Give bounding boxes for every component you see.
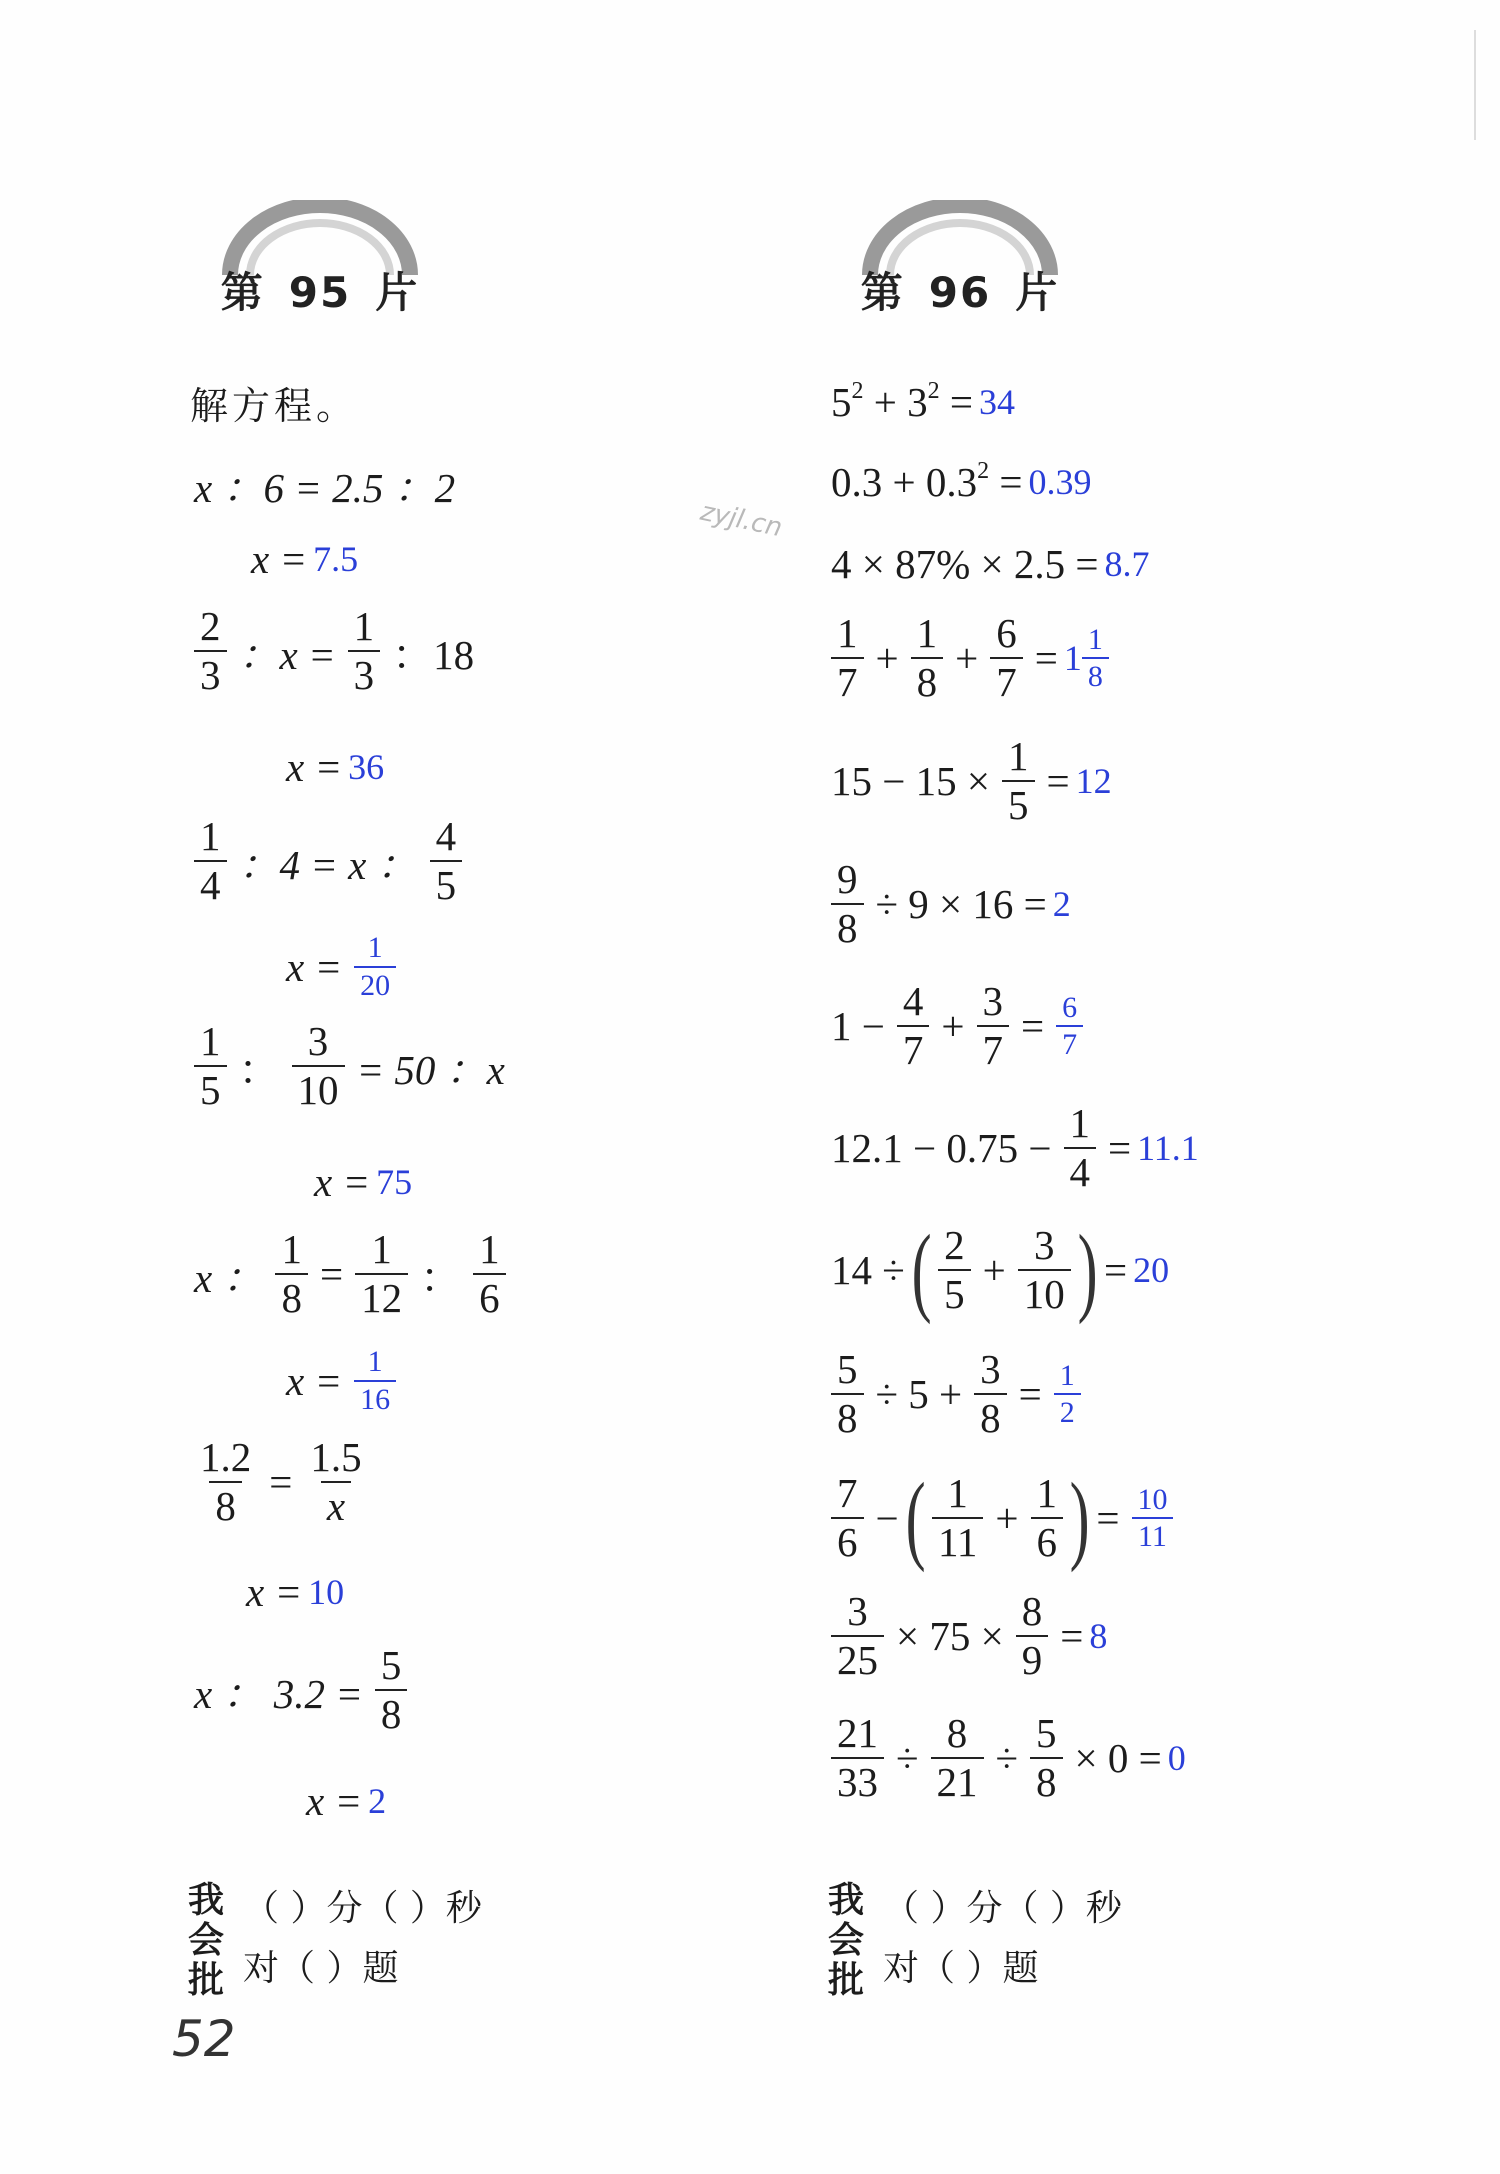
operator: + (955, 635, 979, 682)
right-paren: ) (1069, 1462, 1090, 1573)
header-suffix: 片 (1015, 268, 1060, 317)
fraction: $\frac{1}{4}$ (194, 815, 227, 907)
answer-1 (245, 535, 358, 583)
fraction: $\frac{2}{5}$ (938, 1224, 971, 1316)
operator: + (995, 1495, 1019, 1541)
answer-value: 20 (1133, 1250, 1170, 1290)
operator: ÷ (995, 1735, 1019, 1782)
time-record: （ ）分（ ）秒 (883, 1888, 1122, 1929)
answer-fraction: $\frac{1}{16}$ (354, 1346, 396, 1415)
left-paren: ( (905, 1462, 926, 1573)
equation-text: ：4 = x ： (238, 841, 418, 888)
equals-sign: = (1108, 1125, 1132, 1172)
answer-6 (240, 1568, 344, 1616)
header-number: 95 (288, 268, 352, 317)
expression: 14 ÷ (831, 1247, 905, 1293)
time-record: （ ）分（ ）秒 (243, 1888, 482, 1929)
equals-sign: = (1034, 635, 1058, 682)
fraction: $\frac{1.5}{x}$ (310, 1434, 362, 1530)
x-label: x = (251, 536, 308, 582)
answer-fraction: $\frac{6}{7}$ (1056, 992, 1083, 1061)
calc-3 (825, 540, 1150, 588)
equation-6 (188, 1436, 374, 1528)
answer-fraction: $\frac{10}{11}$ (1131, 1484, 1173, 1553)
equation-text: ： (238, 1046, 280, 1093)
term: 0.3 + 0.3 (831, 459, 978, 505)
fraction: $\frac{9}{8}$ (831, 858, 864, 950)
answer-5 (280, 1346, 402, 1415)
fraction: $\frac{1.2}{8}$ (200, 1434, 252, 1530)
answer-value: 2 (1052, 884, 1071, 925)
page-number: 52 (172, 2010, 236, 2068)
answer-value: 2 (368, 1781, 387, 1821)
fraction: $\frac{8}{21}$ (931, 1712, 984, 1804)
equation-text: = (269, 1459, 293, 1506)
operator: + (941, 1003, 965, 1050)
fraction: $\frac{1}{4}$ (1064, 1102, 1097, 1194)
answer-value: 36 (348, 747, 385, 787)
calc-7 (825, 980, 1089, 1072)
equation-5 (188, 1228, 512, 1320)
answer-3 (280, 932, 402, 1001)
header-suffix: 片 (375, 268, 420, 317)
exponent: 2 (851, 378, 864, 404)
fraction: $\frac{5}{8}$ (375, 1644, 408, 1736)
x-label: x = (286, 943, 343, 990)
expression: ÷ 9 × 16 = (875, 881, 1047, 928)
calc-2 (825, 458, 1092, 506)
watermark: zyjl.cn (697, 496, 785, 544)
operator: − (875, 1495, 899, 1541)
x-label: x = (246, 1569, 303, 1615)
fraction: $\frac{2}{3}$ (194, 605, 227, 697)
equation-2 (188, 605, 480, 697)
calc-9 (825, 1214, 1170, 1325)
term: + 3 (873, 379, 928, 425)
answer-value: 11.1 (1137, 1128, 1199, 1169)
fraction: $\frac{1}{12}$ (355, 1228, 408, 1320)
left-header-title (200, 260, 440, 320)
correct-count: 对（ ）题 (883, 1948, 1039, 1989)
answer-fraction: $\frac{1}{8}$ (1082, 624, 1109, 693)
expression: 1 − (831, 1003, 885, 1050)
grading-label: 我 会 批 (188, 1879, 225, 2001)
expression: × 0 = (1074, 1735, 1162, 1782)
fraction: $\frac{1}{6}$ (473, 1228, 506, 1320)
answer-value: 7.5 (313, 539, 359, 579)
expression: ÷ 5 + (875, 1371, 963, 1418)
equation-3 (188, 815, 468, 907)
x-label: x = (286, 1357, 343, 1404)
answer-value: 34 (979, 382, 1015, 422)
x-label: x = (306, 1778, 363, 1824)
fraction: $\frac{1}{3}$ (348, 605, 381, 697)
fraction: $\frac{1}{7}$ (831, 612, 864, 704)
equation-7 (188, 1644, 413, 1736)
expression: 4 × 87% × 2.5 = (831, 541, 1099, 587)
calc-13 (825, 1712, 1186, 1804)
calc-11 (825, 1462, 1179, 1573)
fraction: $\frac{5}{8}$ (1030, 1712, 1063, 1804)
fraction: $\frac{1}{5}$ (194, 1020, 227, 1112)
correct-count: 对（ ）题 (243, 1948, 399, 1989)
instruction-text (190, 375, 358, 430)
equation-text: ：18 (392, 631, 475, 678)
answer-2 (280, 743, 384, 791)
header-prefix: 第 (860, 268, 905, 317)
expression: 15 − 15 × (831, 758, 990, 805)
answer-value: 0.39 (1028, 462, 1092, 502)
fraction: $\frac{21}{33}$ (831, 1712, 884, 1804)
left-header-badge (200, 200, 440, 330)
fraction: $\frac{1}{11}$ (932, 1472, 983, 1564)
equals-sign: = (1060, 1613, 1084, 1660)
exponent: 2 (927, 378, 940, 404)
x-label: x = (286, 744, 343, 790)
fraction: $\frac{1}{6}$ (1031, 1472, 1064, 1564)
term: 5 (831, 379, 852, 425)
equation-text: = (319, 1251, 344, 1298)
calc-4 (825, 612, 1115, 704)
equals-sign: = (949, 379, 973, 425)
fraction: $\frac{3}{25}$ (831, 1590, 884, 1682)
calc-1 (825, 378, 1015, 426)
fraction: $\frac{4}{7}$ (897, 980, 930, 1072)
answer-4 (308, 1158, 412, 1206)
equals-sign: = (999, 459, 1023, 505)
instruction-label: 解方程。 (190, 384, 359, 428)
answer-value: 12 (1075, 761, 1112, 802)
answer-value: 0 (1167, 1738, 1186, 1779)
calc-6 (825, 858, 1071, 950)
fraction: $\frac{4}{5}$ (430, 815, 463, 907)
right-header-title (840, 260, 1080, 320)
equation-text: x ： 3.2 = (194, 1670, 363, 1717)
equation-text: = 50 ：x (356, 1046, 505, 1093)
answer-value: 75 (376, 1162, 413, 1202)
exponent: 2 (977, 458, 990, 484)
calc-5 (825, 735, 1112, 827)
operator: + (982, 1247, 1006, 1293)
answer-fraction: $\frac{1}{20}$ (354, 932, 396, 1001)
equals-sign: = (1096, 1495, 1120, 1541)
answer-fraction: $\frac{1}{2}$ (1054, 1360, 1081, 1429)
equals-sign: = (1104, 1247, 1128, 1293)
operator: + (875, 635, 899, 682)
fraction: $\frac{3}{8}$ (974, 1348, 1007, 1440)
equation-text: ： (420, 1254, 462, 1301)
header-prefix: 第 (220, 268, 265, 317)
expression: × 75 × (896, 1613, 1004, 1660)
equals-sign: = (1021, 1003, 1045, 1050)
fraction: $\frac{8}{9}$ (1016, 1590, 1049, 1682)
answer-whole: 1 (1063, 638, 1082, 679)
answer-value: 8.7 (1104, 544, 1150, 584)
fraction: $\frac{1}{5}$ (1002, 735, 1035, 827)
equation-4 (188, 1020, 511, 1112)
fraction: $\frac{3}{10}$ (292, 1020, 345, 1112)
right-paren: ) (1077, 1214, 1098, 1325)
equation-text: x ：6 = 2.5 ：2 (194, 465, 456, 511)
calc-8 (825, 1102, 1199, 1194)
fraction: $\frac{1}{8}$ (911, 612, 944, 704)
equation-text: x ： (194, 1254, 264, 1301)
x-label: x = (314, 1159, 371, 1205)
equation-text: ：x = (238, 631, 336, 678)
fraction: $\frac{5}{8}$ (831, 1348, 864, 1440)
operator: ÷ (896, 1735, 919, 1782)
answer-value: 8 (1089, 1616, 1108, 1657)
answer-7 (300, 1777, 386, 1825)
fraction: $\frac{3}{7}$ (977, 980, 1010, 1072)
header-number: 96 (928, 268, 992, 317)
grading-label: 我 会 批 (828, 1879, 865, 2001)
left-paren: ( (911, 1214, 932, 1325)
fraction: $\frac{6}{7}$ (990, 612, 1023, 704)
equals-sign: = (1046, 758, 1070, 805)
calc-12 (825, 1590, 1107, 1682)
expression: 12.1 − 0.75 − (831, 1125, 1052, 1172)
fraction: $\frac{3}{10}$ (1018, 1224, 1071, 1316)
fraction: $\frac{1}{8}$ (275, 1228, 308, 1320)
equals-sign: = (1018, 1371, 1042, 1418)
answer-value: 10 (308, 1572, 345, 1612)
page-edge-mark (1474, 30, 1476, 140)
fraction: $\frac{7}{6}$ (831, 1472, 864, 1564)
calc-10 (825, 1348, 1087, 1440)
equation-1 (188, 455, 461, 514)
right-header-badge (840, 200, 1080, 330)
